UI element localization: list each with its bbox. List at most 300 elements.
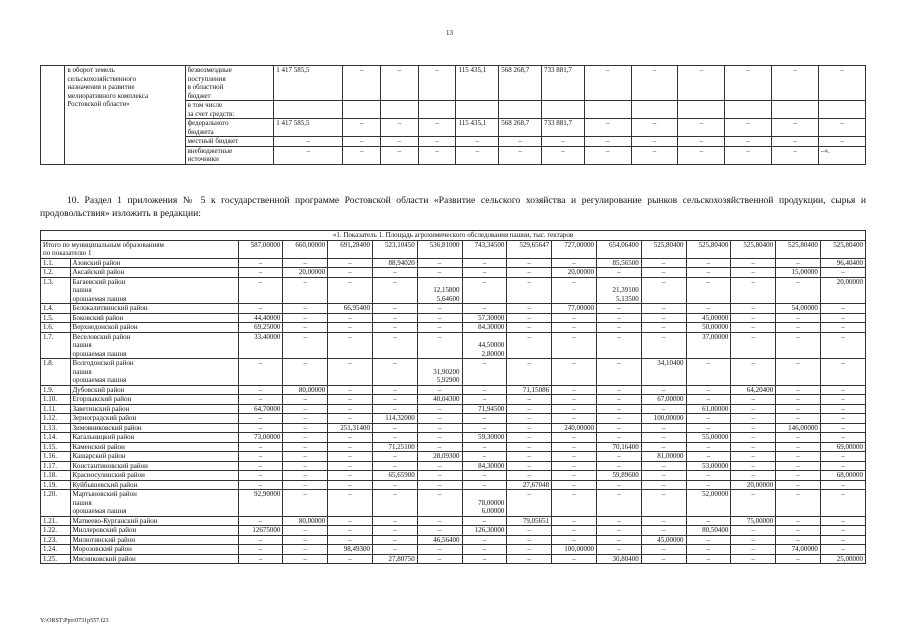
cell-value: – xyxy=(776,433,821,443)
cell-value: – xyxy=(507,313,552,323)
cell-value: – xyxy=(731,433,776,443)
totals-row xyxy=(41,240,866,258)
cell-value: – xyxy=(283,277,328,304)
row-number: 1.18. xyxy=(41,471,71,481)
cell-value: – xyxy=(641,554,686,564)
cell-value: – xyxy=(372,516,417,526)
cell-value: 79,05651 xyxy=(507,516,552,526)
cell-value: – xyxy=(238,442,283,452)
cell-value: 69,25000 xyxy=(238,323,283,333)
table-row xyxy=(41,414,866,424)
totals-label: Итого по муниципальным образованиям по показателю 1 xyxy=(41,240,239,258)
cell-value: – xyxy=(776,526,821,536)
cell-value: – xyxy=(507,277,552,304)
funding-value xyxy=(274,101,343,119)
row-number: 1.10. xyxy=(41,395,71,405)
row-number: 1.1. xyxy=(41,258,71,268)
cell-value: – xyxy=(372,395,417,405)
funding-value: – xyxy=(499,137,542,147)
cell-value: – xyxy=(507,442,552,452)
cell-value: – xyxy=(507,268,552,278)
cell-value: – xyxy=(417,404,462,414)
cell-value: 45,00000 xyxy=(641,535,686,545)
cell-value: – xyxy=(552,535,597,545)
cell-value: – xyxy=(731,452,776,462)
cell-value: – xyxy=(596,332,641,359)
cell-value: – xyxy=(641,480,686,490)
cell-value: – xyxy=(686,442,731,452)
cell-value: 55,00000 xyxy=(686,433,731,443)
cell-value: – xyxy=(328,471,373,481)
row-number: 1.4. xyxy=(41,304,71,314)
cell-value: – xyxy=(372,277,417,304)
funding-value: 568 268,7 xyxy=(499,119,542,137)
cell-value: 98,49300 xyxy=(328,545,373,555)
district-name: Зерноградский район xyxy=(70,414,238,424)
cell-value: – xyxy=(328,395,373,405)
cell-value: – xyxy=(417,471,462,481)
row-number: 1.7. xyxy=(41,332,71,359)
cell-value: 88,94020 xyxy=(372,258,417,268)
cell-value: – xyxy=(283,471,328,481)
cell-value: – xyxy=(776,414,821,424)
cell-value: – xyxy=(417,414,462,424)
row-number: 1.14. xyxy=(41,433,71,443)
cell-value: – xyxy=(328,554,373,564)
cell-value: – xyxy=(552,385,597,395)
cell-value: – xyxy=(283,535,328,545)
cell-value: – xyxy=(686,545,731,555)
cell-value: – xyxy=(776,554,821,564)
cell-value: – xyxy=(820,526,865,536)
cell-value: – xyxy=(507,554,552,564)
funding-value: – xyxy=(772,119,819,137)
cell-value: – xyxy=(417,516,462,526)
cell-value: – xyxy=(552,480,597,490)
cell-value: – xyxy=(731,323,776,333)
funding-value: – xyxy=(343,137,381,147)
funding-value xyxy=(584,101,631,119)
cell-value: – xyxy=(417,268,462,278)
cell-value: – xyxy=(507,359,552,386)
cell-value: – xyxy=(507,452,552,462)
cell-value: – xyxy=(417,323,462,333)
cell-value: – xyxy=(552,277,597,304)
district-name: Кагальницкий район xyxy=(70,433,238,443)
row-number: 1.11. xyxy=(41,404,71,414)
cell-value: – xyxy=(417,423,462,433)
cell-value: – xyxy=(686,423,731,433)
cell-value: – xyxy=(820,395,865,405)
cell-value: – xyxy=(686,452,731,462)
table-row xyxy=(41,442,866,452)
cell-value: – xyxy=(596,433,641,443)
funding-value: – xyxy=(381,66,419,101)
cell-value: – xyxy=(328,480,373,490)
funding-value: – xyxy=(725,137,772,147)
cell-value: – xyxy=(238,277,283,304)
cell-value: – xyxy=(552,414,597,424)
funding-value xyxy=(678,101,725,119)
blank-cell xyxy=(41,66,65,165)
cell-value: 44,50000 2,80000 xyxy=(462,332,507,359)
funding-value: – xyxy=(678,137,725,147)
funding-value: – xyxy=(343,146,381,164)
district-name: Белокалитвинский район xyxy=(70,304,238,314)
cell-value: 251,31400 xyxy=(328,423,373,433)
cell-value: – xyxy=(283,461,328,471)
cell-value: – xyxy=(238,545,283,555)
indicator-table xyxy=(40,230,866,564)
cell-value: 59,89600 xyxy=(596,471,641,481)
cell-value: – xyxy=(641,516,686,526)
cell-value: – xyxy=(283,323,328,333)
cell-value: – xyxy=(283,404,328,414)
funding-value: – xyxy=(381,146,419,164)
total-value: 587,00000 xyxy=(238,240,283,258)
cell-value: – xyxy=(238,414,283,424)
cell-value: – xyxy=(283,554,328,564)
cell-value: – xyxy=(372,423,417,433)
cell-value: – xyxy=(641,433,686,443)
cell-value: 54,00000 xyxy=(776,304,821,314)
cell-value: 45,00000 xyxy=(686,313,731,323)
total-value: 525,80400 xyxy=(776,240,821,258)
funding-value xyxy=(418,101,456,119)
cell-value: 33,40000 xyxy=(238,332,283,359)
table-row xyxy=(41,268,866,278)
cell-value: – xyxy=(328,414,373,424)
cell-value: – xyxy=(417,490,462,517)
cell-value: 27,80750 xyxy=(372,554,417,564)
cell-value: 65,65900 xyxy=(372,471,417,481)
cell-value: 70,16400 xyxy=(596,442,641,452)
funding-value: – xyxy=(678,66,725,101)
cell-value: – xyxy=(462,268,507,278)
table-row xyxy=(41,404,866,414)
cell-value: 71,25100 xyxy=(372,442,417,452)
district-name: Дубовский район xyxy=(70,385,238,395)
cell-value: – xyxy=(731,442,776,452)
funding-value: – xyxy=(343,66,381,101)
cell-value: – xyxy=(283,442,328,452)
funding-value xyxy=(772,101,819,119)
district-name: Мартыновский район пашня орошаемая пашня xyxy=(70,490,238,517)
total-value: 525,80400 xyxy=(820,240,865,258)
cell-value: – xyxy=(462,258,507,268)
cell-value: – xyxy=(776,471,821,481)
cell-value: – xyxy=(552,323,597,333)
cell-value: – xyxy=(372,359,417,386)
district-name: Морозовский район xyxy=(70,545,238,555)
table-row xyxy=(41,433,866,443)
cell-value: – xyxy=(731,423,776,433)
cell-value: – xyxy=(552,516,597,526)
cell-value: – xyxy=(731,471,776,481)
table-row xyxy=(41,385,866,395)
program-name-cell: в оборот земель сельскохозяйственного назначения и развитие мелиоративного комплекса Ростовской области» xyxy=(65,66,185,165)
cell-value: – xyxy=(283,526,328,536)
cell-value: – xyxy=(731,535,776,545)
cell-value: – xyxy=(283,304,328,314)
cell-value: – xyxy=(686,471,731,481)
cell-value: – xyxy=(552,461,597,471)
cell-value: – xyxy=(731,461,776,471)
funding-value: – xyxy=(772,66,819,101)
cell-value: – xyxy=(641,323,686,333)
cell-value: – xyxy=(776,490,821,517)
cell-value: – xyxy=(328,323,373,333)
cell-value: – xyxy=(596,423,641,433)
cell-value: – xyxy=(820,452,865,462)
cell-value: – xyxy=(328,258,373,268)
cell-value: – xyxy=(507,304,552,314)
cell-value: – xyxy=(596,404,641,414)
total-value: 536,81000 xyxy=(417,240,462,258)
cell-value: – xyxy=(372,490,417,517)
cell-value: – xyxy=(417,304,462,314)
table-row xyxy=(41,516,866,526)
district-name: Заветинский район xyxy=(70,404,238,414)
cell-value: 50,00000 xyxy=(686,323,731,333)
funding-value: 115 435,1 xyxy=(456,119,499,137)
district-name: Верхнедонской район xyxy=(70,323,238,333)
funding-table xyxy=(40,65,866,165)
cell-value: – xyxy=(820,433,865,443)
funding-value: – xyxy=(772,146,819,164)
cell-value: – xyxy=(776,359,821,386)
total-value: 654,06400 xyxy=(596,240,641,258)
funding-value: – xyxy=(418,137,456,147)
caption-row xyxy=(41,231,866,241)
cell-value: – xyxy=(596,414,641,424)
cell-value: – xyxy=(417,433,462,443)
cell-value: – xyxy=(417,526,462,536)
cell-value: – xyxy=(596,545,641,555)
cell-value: 46,56400 xyxy=(417,535,462,545)
cell-value: – xyxy=(820,332,865,359)
cell-value: 53,00000 xyxy=(686,461,731,471)
cell-value: – xyxy=(820,535,865,545)
cell-value: – xyxy=(686,359,731,386)
cell-value: – xyxy=(507,490,552,517)
cell-value: – xyxy=(552,359,597,386)
cell-value: 69,00000 xyxy=(820,442,865,452)
cell-value: – xyxy=(283,545,328,555)
cell-value: – xyxy=(731,258,776,268)
cell-value: – xyxy=(372,385,417,395)
total-value: 529,65647 xyxy=(507,240,552,258)
cell-value: – xyxy=(596,323,641,333)
cell-value: – xyxy=(462,277,507,304)
cell-value: 34,10400 xyxy=(641,359,686,386)
cell-value: – xyxy=(507,414,552,424)
cell-value: 37,00000 xyxy=(686,332,731,359)
funding-value: 1 417 585,5 xyxy=(274,66,343,101)
cell-value: – xyxy=(552,332,597,359)
cell-value: – xyxy=(820,480,865,490)
cell-value: – xyxy=(776,385,821,395)
cell-value: – xyxy=(238,395,283,405)
table-row xyxy=(41,535,866,545)
funding-value: – xyxy=(772,137,819,147)
cell-value: – xyxy=(686,268,731,278)
cell-value: – xyxy=(238,304,283,314)
cell-value: – xyxy=(462,304,507,314)
row-number: 1.21. xyxy=(41,516,71,526)
cell-value: – xyxy=(462,414,507,424)
cell-value: – xyxy=(820,268,865,278)
total-value: 691,28400 xyxy=(328,240,373,258)
cell-value: – xyxy=(238,535,283,545)
table-row xyxy=(41,258,866,268)
cell-value: – xyxy=(417,480,462,490)
cell-value: – xyxy=(328,433,373,443)
cell-value: – xyxy=(372,404,417,414)
table-caption: «1. Показатель 1. Площадь агрохимического обследования пашни, тыс. гектаров xyxy=(41,231,866,241)
cell-value: – xyxy=(283,423,328,433)
table-row xyxy=(41,490,866,517)
cell-value: – xyxy=(417,258,462,268)
cell-value: – xyxy=(462,516,507,526)
cell-value: – xyxy=(596,359,641,386)
cell-value: – xyxy=(372,526,417,536)
funding-value: – xyxy=(678,146,725,164)
cell-value: 21,39100 5,13500 xyxy=(596,277,641,304)
cell-value: – xyxy=(372,304,417,314)
cell-value: – xyxy=(238,480,283,490)
cell-value: 28,09300 xyxy=(417,452,462,462)
cell-value: – xyxy=(596,313,641,323)
cell-value: 57,30000 xyxy=(462,313,507,323)
funding-source-label: федерального бюджета xyxy=(185,119,274,137)
cell-value: 44,40000 xyxy=(238,313,283,323)
cell-value: – xyxy=(686,554,731,564)
cell-value: – xyxy=(686,277,731,304)
funding-value: – xyxy=(584,66,631,101)
cell-value: – xyxy=(283,258,328,268)
total-value: 523,10450 xyxy=(372,240,417,258)
cell-value: – xyxy=(372,535,417,545)
row-number: 1.23. xyxy=(41,535,71,545)
funding-value: – xyxy=(418,66,456,101)
funding-value: – xyxy=(584,146,631,164)
cell-value: 80,00000 xyxy=(283,385,328,395)
cell-value: – xyxy=(820,545,865,555)
cell-value: – xyxy=(776,404,821,414)
total-value: 727,00000 xyxy=(552,240,597,258)
funding-value: –». xyxy=(819,146,866,164)
funding-value xyxy=(343,101,381,119)
cell-value: – xyxy=(238,554,283,564)
cell-value: – xyxy=(776,258,821,268)
cell-value: – xyxy=(462,442,507,452)
cell-value: – xyxy=(596,395,641,405)
cell-value: – xyxy=(283,452,328,462)
total-value: 525,80400 xyxy=(641,240,686,258)
total-value: 743,34500 xyxy=(462,240,507,258)
district-name: Милютинский район xyxy=(70,535,238,545)
cell-value: – xyxy=(462,471,507,481)
cell-value: – xyxy=(417,313,462,323)
cell-value: 71,15086 xyxy=(507,385,552,395)
table-row xyxy=(41,395,866,405)
cell-value: – xyxy=(507,258,552,268)
cell-value: – xyxy=(462,535,507,545)
district-name: Красносулинский район xyxy=(70,471,238,481)
row-number: 1.2. xyxy=(41,268,71,278)
cell-value: – xyxy=(462,359,507,386)
district-name: Кашарский район xyxy=(70,452,238,462)
cell-value: – xyxy=(462,480,507,490)
cell-value: – xyxy=(731,304,776,314)
cell-value: – xyxy=(641,304,686,314)
funding-value: – xyxy=(381,137,419,147)
table-row xyxy=(41,554,866,564)
cell-value: – xyxy=(776,442,821,452)
cell-value: 71,94500 xyxy=(462,404,507,414)
cell-value: – xyxy=(641,545,686,555)
cell-value: – xyxy=(731,395,776,405)
funding-value: – xyxy=(819,137,866,147)
cell-value: 27,67048 xyxy=(507,480,552,490)
cell-value: – xyxy=(641,490,686,517)
funding-value: – xyxy=(542,146,585,164)
funding-value: – xyxy=(725,119,772,137)
cell-value: – xyxy=(641,442,686,452)
table-row xyxy=(41,545,866,555)
row-number: 1.24. xyxy=(41,545,71,555)
table-row xyxy=(41,526,866,536)
cell-value: – xyxy=(417,385,462,395)
cell-value: – xyxy=(552,442,597,452)
cell-value: 84,30000 xyxy=(462,323,507,333)
row-number: 1.17. xyxy=(41,461,71,471)
cell-value: 81,00000 xyxy=(641,452,686,462)
funding-value: – xyxy=(631,137,678,147)
table-row xyxy=(41,423,866,433)
cell-value: – xyxy=(776,452,821,462)
cell-value: – xyxy=(462,554,507,564)
cell-value: – xyxy=(417,545,462,555)
district-name: Миллеровский район xyxy=(70,526,238,536)
table-row xyxy=(41,461,866,471)
cell-value: 100,00000 xyxy=(641,414,686,424)
district-name: Азовский район xyxy=(70,258,238,268)
funding-value: – xyxy=(725,146,772,164)
section-paragraph: 10. Раздел 1 приложения № 5 к государственной программе Ростовской области «Развитие сельского хозяйства и регулирование рынков сельскохозяйственной продукции, сырья и продовольствия» изложить в редакции: xyxy=(40,195,866,219)
cell-value: – xyxy=(641,385,686,395)
cell-value: 20,00000 xyxy=(283,268,328,278)
cell-value: – xyxy=(686,414,731,424)
funding-value: – xyxy=(274,137,343,147)
cell-value: – xyxy=(776,535,821,545)
cell-value: 66,95400 xyxy=(328,304,373,314)
funding-value: – xyxy=(274,146,343,164)
cell-value: – xyxy=(328,452,373,462)
cell-value: 80,00000 xyxy=(283,516,328,526)
cell-value: – xyxy=(820,385,865,395)
cell-value: 15,00000 xyxy=(776,268,821,278)
cell-value: – xyxy=(372,268,417,278)
cell-value: – xyxy=(731,268,776,278)
row-number: 1.3. xyxy=(41,277,71,304)
table-row xyxy=(41,313,866,323)
cell-value: – xyxy=(641,332,686,359)
funding-value: 733 881,7 xyxy=(542,119,585,137)
row-number: 1.5. xyxy=(41,313,71,323)
funding-value xyxy=(631,101,678,119)
